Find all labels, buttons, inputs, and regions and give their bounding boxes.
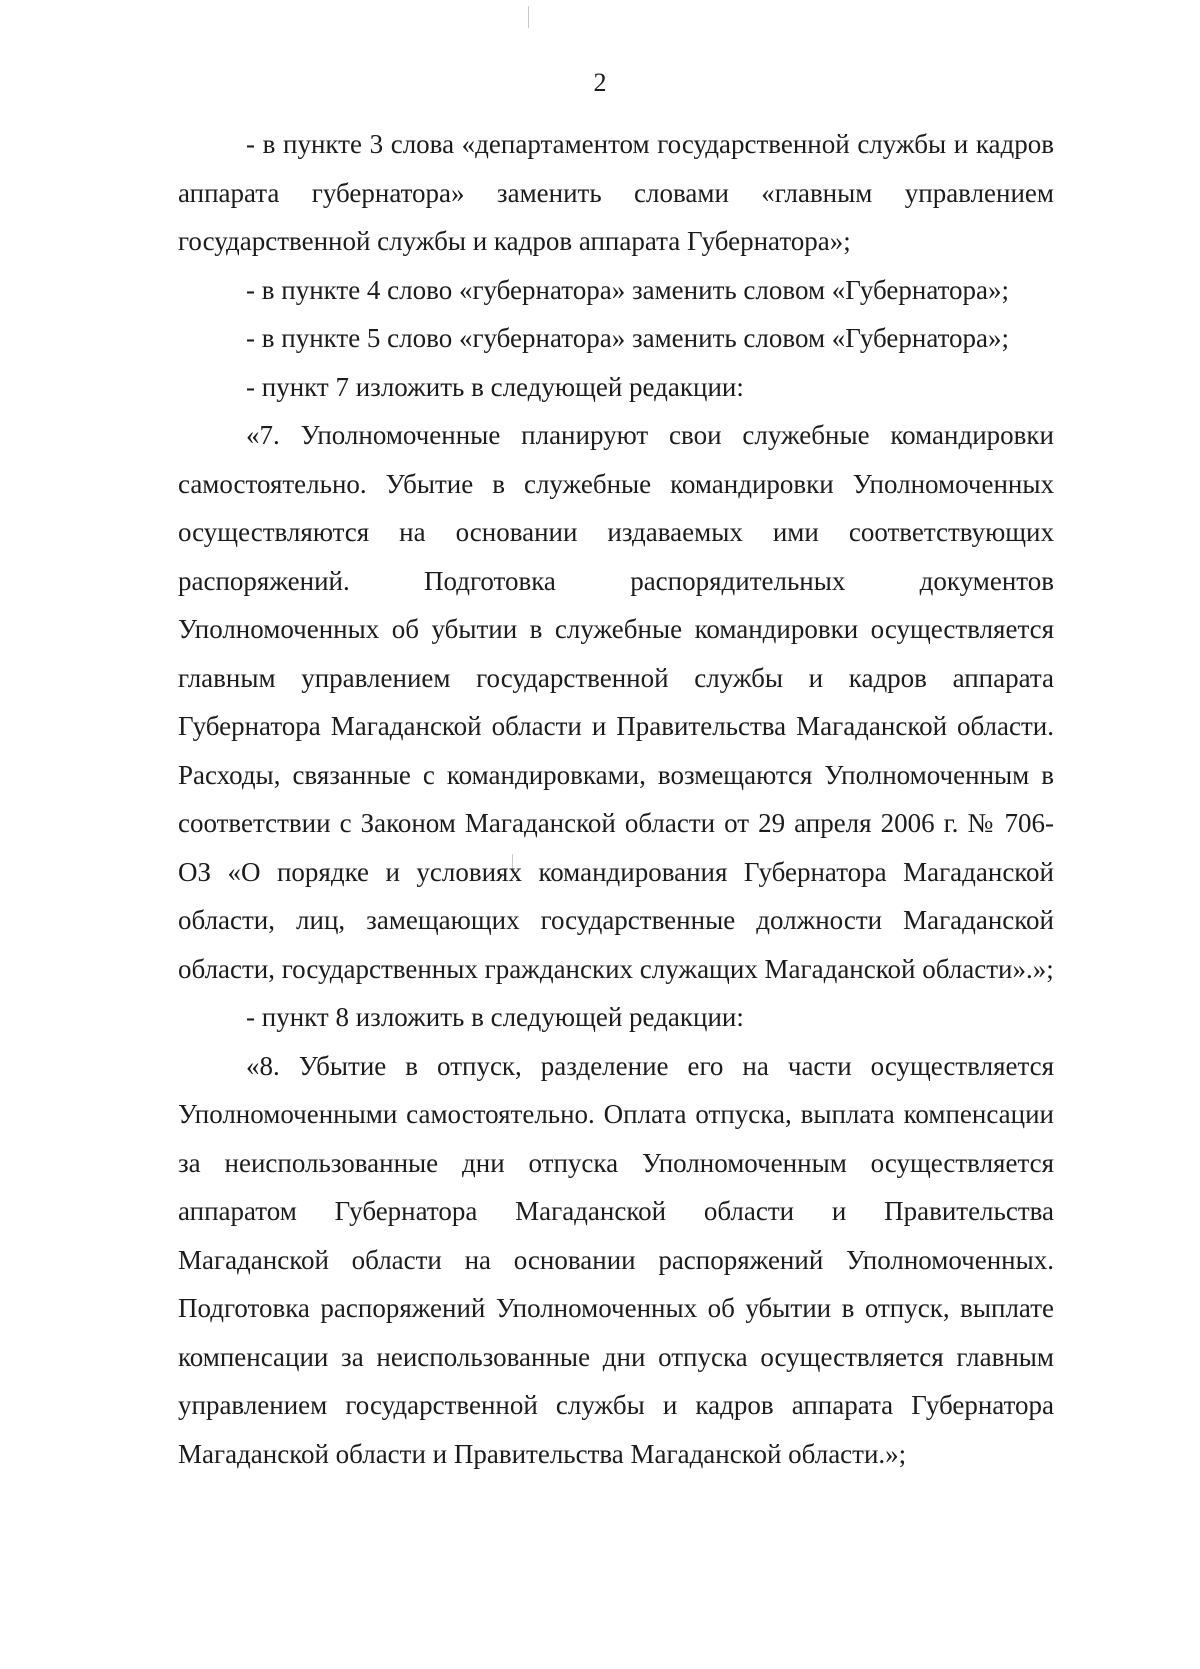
paragraph-item-7-text: «7. Уполномоченные планируют свои служебные командировки самостоятельно. Убытие в служебные командировки Уполномоченных осуществляются на основании издаваемых ими соответствующих распоряжений. Подготовка распорядительных документов Уполномоченных об убытии в служебные командировки осуществляется главным управлением государственной службы и кадров аппарата Губернатора Магаданской области и Правительства Магаданской области. Расходы, связанные с командировками, возмещаются Уполномоченным в соответствии с Законом Магаданской области от 29 апреля 2006 г. № 706-ОЗ «О порядке и условиях командирования Губернатора Магаданской области, лиц, замещающих государственные должности Магаданской области, государственных гражданских служащих Магаданской области».»; [178,420,1054,984]
page-number: 2 [593,68,607,97]
paragraph-item-8-text: «8. Убытие в отпуск, разделение его на части осуществляется Уполномоченными самостоятельно. Оплата отпуска, выплата компенсации за неиспользованные дни отпуска Уполномоченным осуществляется аппаратом Губернатора Магаданской области и Правительства Магаданской области на основании распоряжений Уполномоченных. Подготовка распоряжений Уполномоченных об убытии в отпуск, выплате компенсации за неиспользованные дни отпуска осуществляется главным управлением государственной службы и кадров аппарата Губернатора Магаданской области и Правительства Магаданской области.»; [178,1050,1054,1469]
paragraph-item-7-intro: - пункт 7 изложить в следующей редакции: [246,371,744,402]
paragraph-item-4-amendment: - в пункте 4 слово «губернатора» заменить словом «Губернатора»; [246,274,1010,305]
scan-mark [528,6,529,28]
paragraph-item-3-amendment: - в пункте 3 слова «департаментом государственной службы и кадров аппарата губернатора» заменить словами «главным управлением государственной службы и кадров аппарата Губернатора»; [178,129,1054,256]
paragraph-item-8-intro: - пункт 8 изложить в следующей редакции: [246,1002,744,1032]
paragraph-item-5-amendment: - в пункте 5 слово «губернатора» заменить словом «Губернатора»; [246,323,1010,353]
document-body [178,120,1054,1478]
